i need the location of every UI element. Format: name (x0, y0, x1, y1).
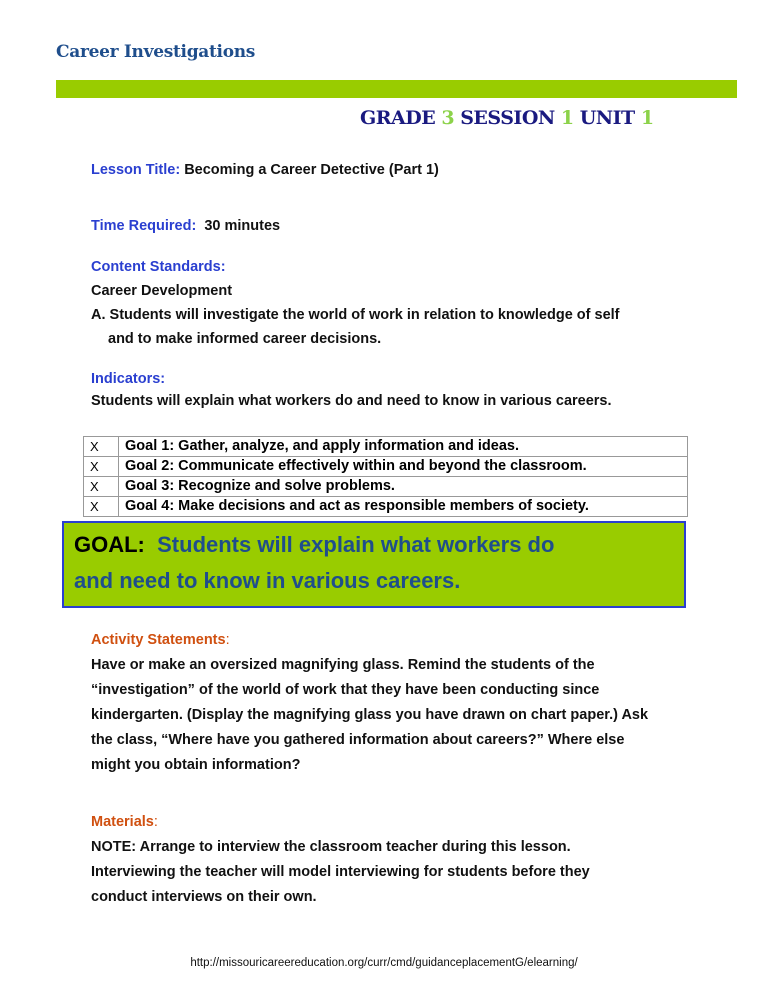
unit-label: UNIT (579, 107, 635, 129)
goal-text: Goal 2: Communicate effectively within and beyond the classroom. (119, 457, 688, 477)
goal-text: Goal 4: Make decisions and act as responsible members of society. (119, 497, 688, 517)
standard-a-line1: A. Students will investigate the world of work in relation to knowledge of self (91, 307, 620, 323)
unit-number: 1 (640, 107, 654, 129)
lesson-title-label: Lesson Title: (91, 162, 181, 178)
activity-line: the class, “Where have you gathered information about careers?” Where else (91, 732, 625, 748)
standard-a-line2: and to make informed career decisions. (108, 331, 382, 347)
standards-label: Content Standards: (91, 259, 226, 275)
goal-check: X (84, 457, 119, 477)
indicators (91, 368, 711, 412)
goal-check: X (84, 497, 119, 517)
materials-line: conduct interviews on their own. (91, 889, 317, 905)
grade-session-unit (360, 107, 654, 129)
materials (91, 810, 711, 910)
table-row (84, 477, 688, 497)
goal-callout-box (62, 521, 686, 608)
goals-table (83, 436, 688, 517)
grade-number: 3 (441, 107, 455, 129)
table-row (84, 497, 688, 517)
goal-check: X (84, 437, 119, 457)
goal-text: Goal 3: Recognize and solve problems. (119, 477, 688, 497)
time-value: 30 minutes (204, 218, 281, 234)
session-label: SESSION (460, 107, 555, 129)
materials-label: Materials (91, 814, 154, 830)
indicators-text: Students will explain what workers do and need to know in various careers. (91, 393, 612, 409)
table-row (84, 437, 688, 457)
activity-label: Activity Statements (91, 632, 226, 648)
activity-line: kindergarten. (Display the magnifying glass you have drawn on chart paper.) Ask (91, 707, 649, 723)
materials-line: NOTE: Arrange to interview the classroom teacher during this lesson. (91, 839, 571, 855)
activity-line: Have or make an oversized magnifying glass. Remind the students of the (91, 657, 595, 673)
standards-area: Career Development (91, 283, 233, 299)
content-standards (91, 255, 711, 351)
goal-text: Goal 1: Gather, analyze, and apply information and ideas. (119, 437, 688, 457)
activity-colon: : (225, 632, 230, 648)
activity-line: might you obtain information? (91, 757, 301, 773)
activity-line: “investigation” of the world of work that they have been conducting since (91, 682, 600, 698)
lesson-title (91, 160, 711, 180)
time-required (91, 216, 711, 236)
lesson-title-value: Becoming a Career Detective (Part 1) (184, 162, 439, 178)
grade-label: GRADE (360, 107, 436, 129)
document-title: Career Investigations (56, 42, 256, 62)
header-divider-bar (56, 80, 737, 98)
table-row (84, 457, 688, 477)
footer-url: http://missouricareereducation.org/curr/cmd/guidanceplacementG/elearning/ (190, 957, 578, 969)
materials-colon: : (153, 814, 158, 830)
session-number: 1 (560, 107, 574, 129)
goal-check: X (84, 477, 119, 497)
goal-label: GOAL: (74, 532, 145, 557)
indicators-label: Indicators: (91, 371, 166, 387)
time-label: Time Required: (91, 218, 197, 234)
goal-line2: and need to know in various careers. (74, 568, 461, 593)
activity-statements (91, 628, 711, 778)
goal-line1: Students will explain what workers do (157, 532, 555, 557)
materials-line: Interviewing the teacher will model interviewing for students before they (91, 864, 590, 880)
